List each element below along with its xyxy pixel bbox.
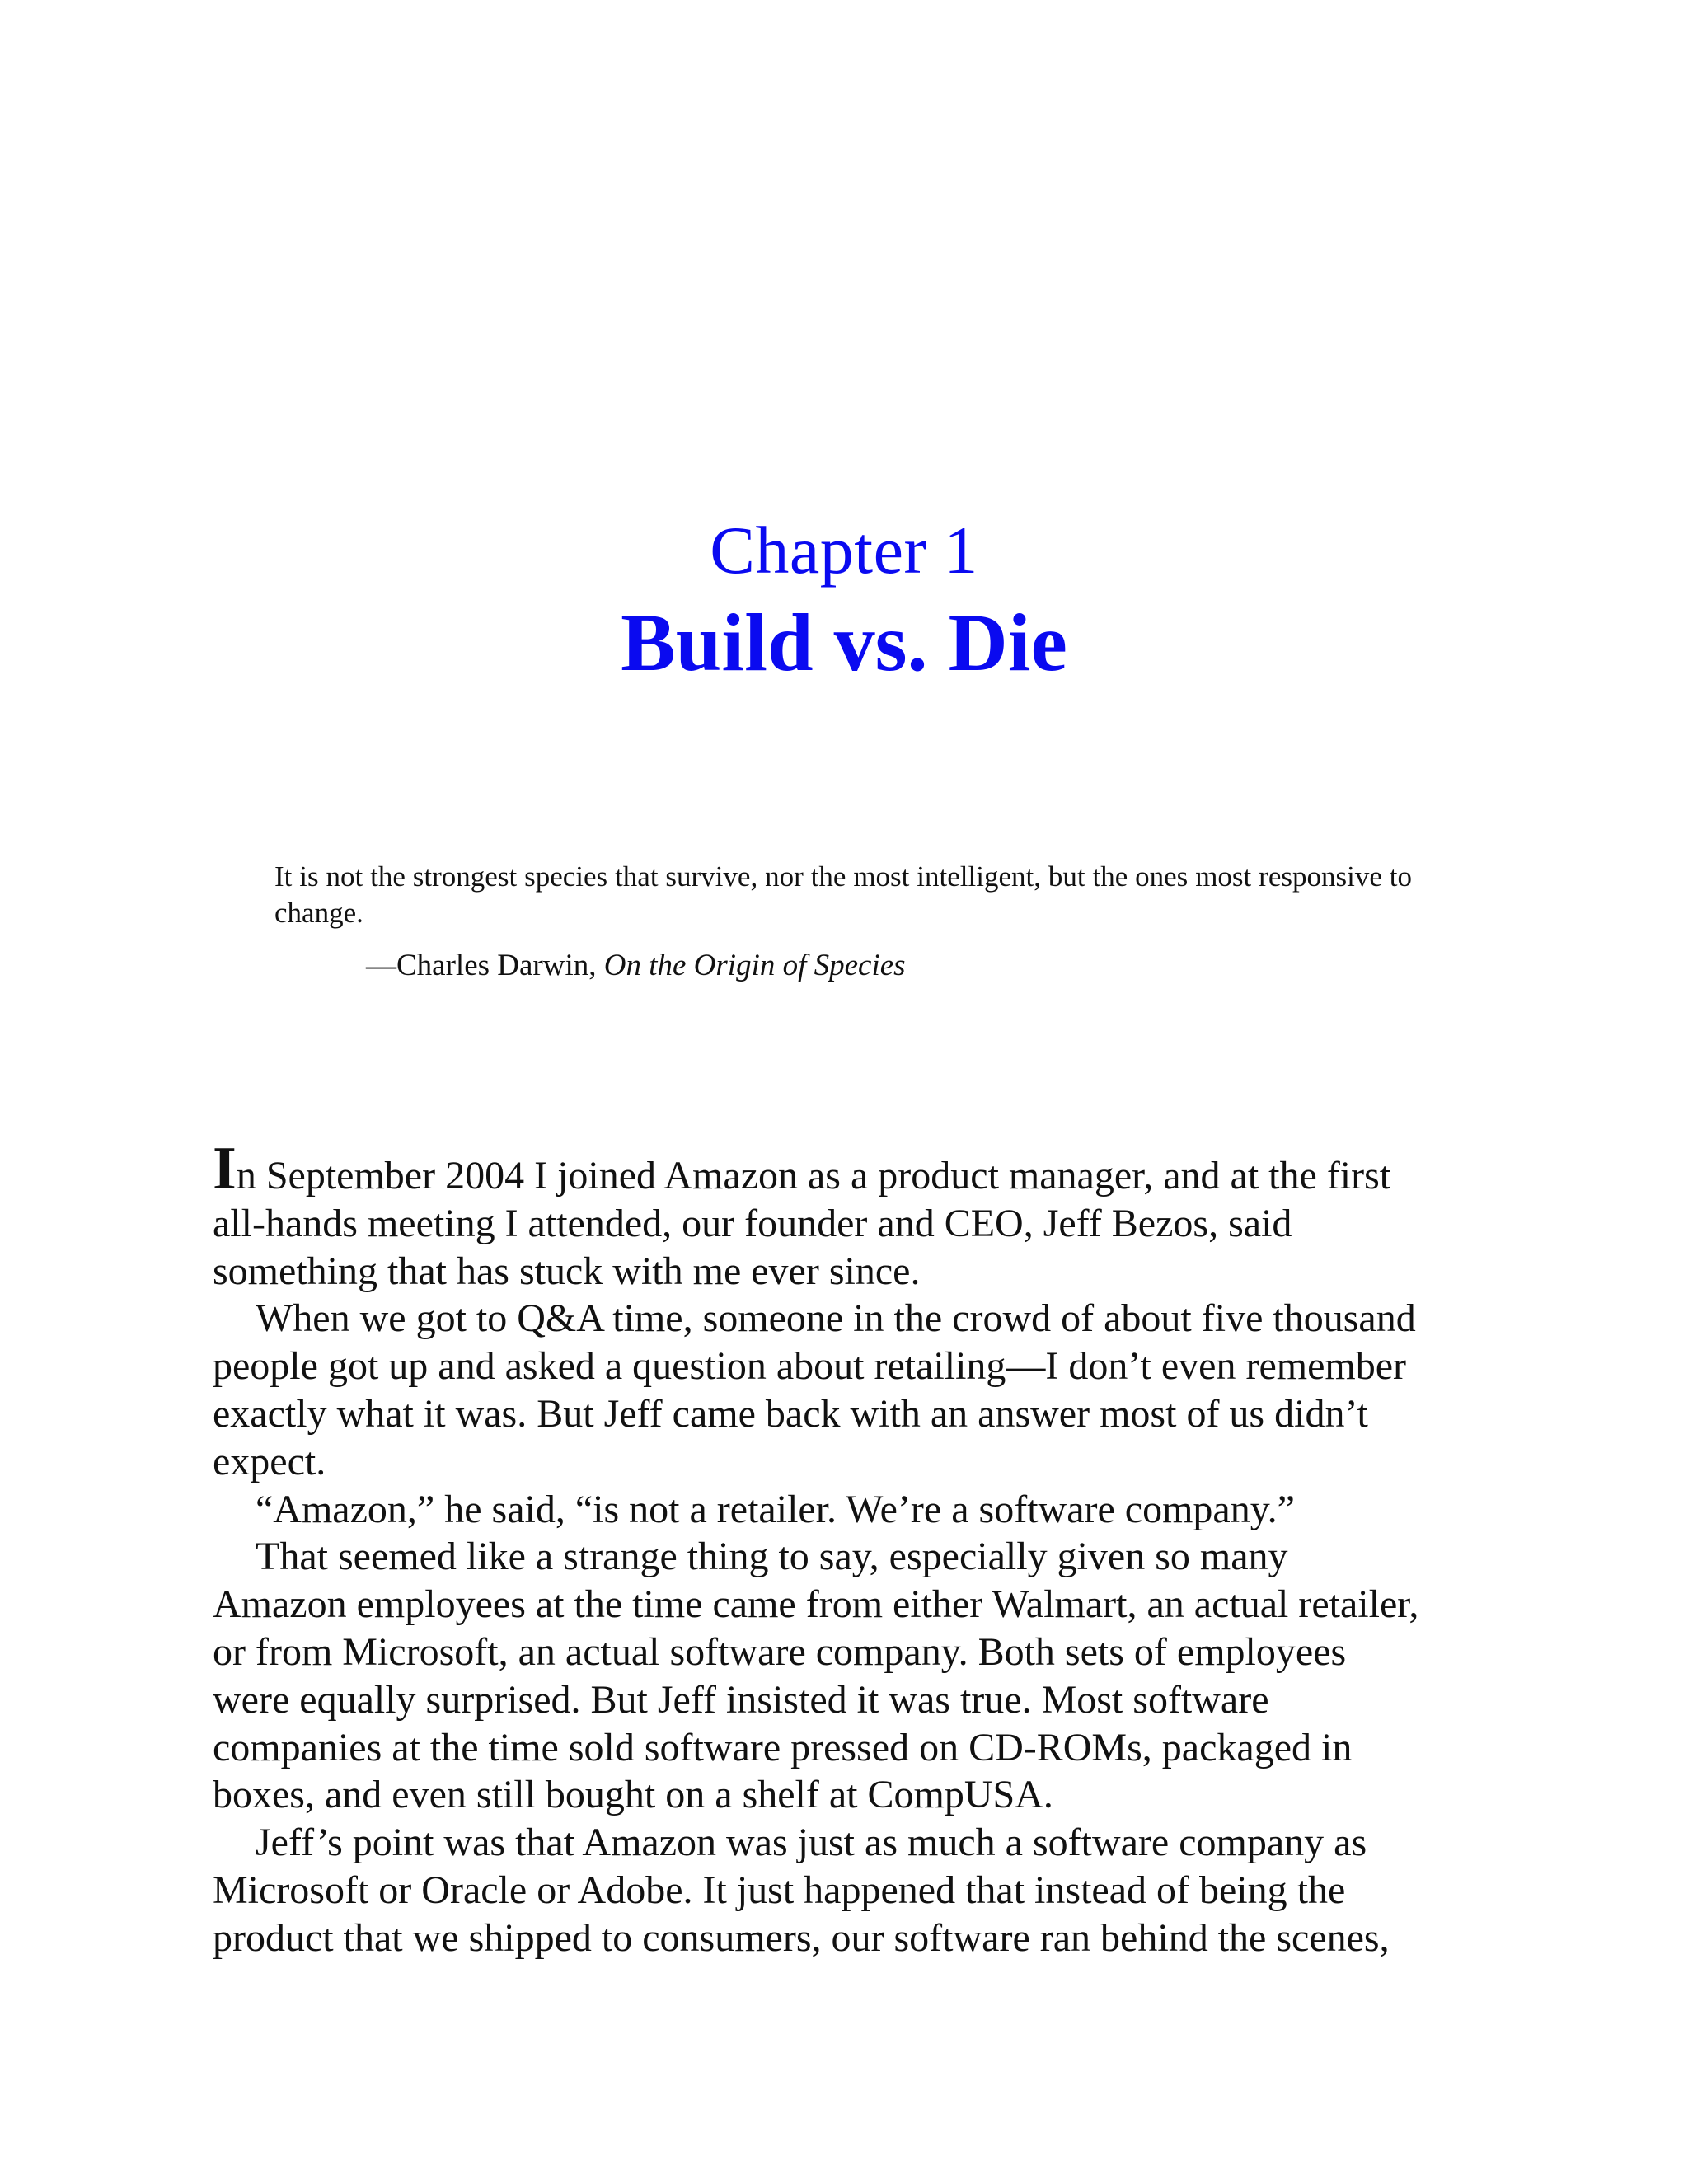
attribution-work: On the Origin of Species <box>603 949 906 982</box>
body-line: expect. <box>213 1439 326 1483</box>
body-line: or from Microsoft, an actual software company. Both sets of employees <box>213 1629 1347 1674</box>
body-line <box>213 1135 1498 1202</box>
epigraph-quote: It is not the strongest species that survive, nor the most intelligent, but the ones most responsive to change. <box>274 860 1412 929</box>
body-line: Amazon employees at the time came from either Walmart, an actual retailer, <box>213 1582 1419 1627</box>
body-line: Microsoft or Oracle or Adobe. It just happened that instead of being the <box>213 1868 1346 1912</box>
body-text <box>213 1135 1498 1962</box>
body-line: exactly what it was. But Jeff came back with an answer most of us didn’t <box>213 1391 1368 1436</box>
body-line: something that has stuck with me ever since. <box>213 1249 921 1293</box>
attribution-author: —Charles Darwin, <box>366 949 604 982</box>
body-line: product that we shipped to consumers, our software ran behind the scenes, <box>213 1915 1390 1960</box>
body-line: Jeff’s point was that Amazon was just as much a software company as <box>256 1821 1367 1865</box>
body-line: all-hands meeting I attended, our founder and CEO, Jeff Bezos, said <box>213 1201 1292 1245</box>
body-line: That seemed like a strange thing to say, especially given so many <box>256 1535 1288 1579</box>
drop-cap: I <box>213 1135 237 1202</box>
body-line: people got up and asked a question about retailing—I don’t even remember <box>213 1344 1407 1389</box>
chapter-title: Build vs. Die <box>621 597 1067 688</box>
chapter-heading <box>0 509 1688 692</box>
body-line: When we got to Q&A time, someone in the crowd of about five thousand <box>256 1296 1416 1341</box>
body-line: “Amazon,” he said, “is not a retailer. We’re a software company.” <box>256 1487 1295 1531</box>
chapter-number: Chapter 1 <box>710 513 978 588</box>
body-line: companies at the time sold software pressed on CD-ROMs, packaged in <box>213 1725 1353 1769</box>
first-line-text: n September 2004 I joined Amazon as a product manager, and at the first <box>236 1154 1391 1197</box>
epigraph-attribution <box>366 948 906 984</box>
body-line: were equally surprised. But Jeff insisted it was true. Most software <box>213 1677 1269 1722</box>
body-line: boxes, and even still bought on a shelf at CompUSA. <box>213 1773 1053 1817</box>
